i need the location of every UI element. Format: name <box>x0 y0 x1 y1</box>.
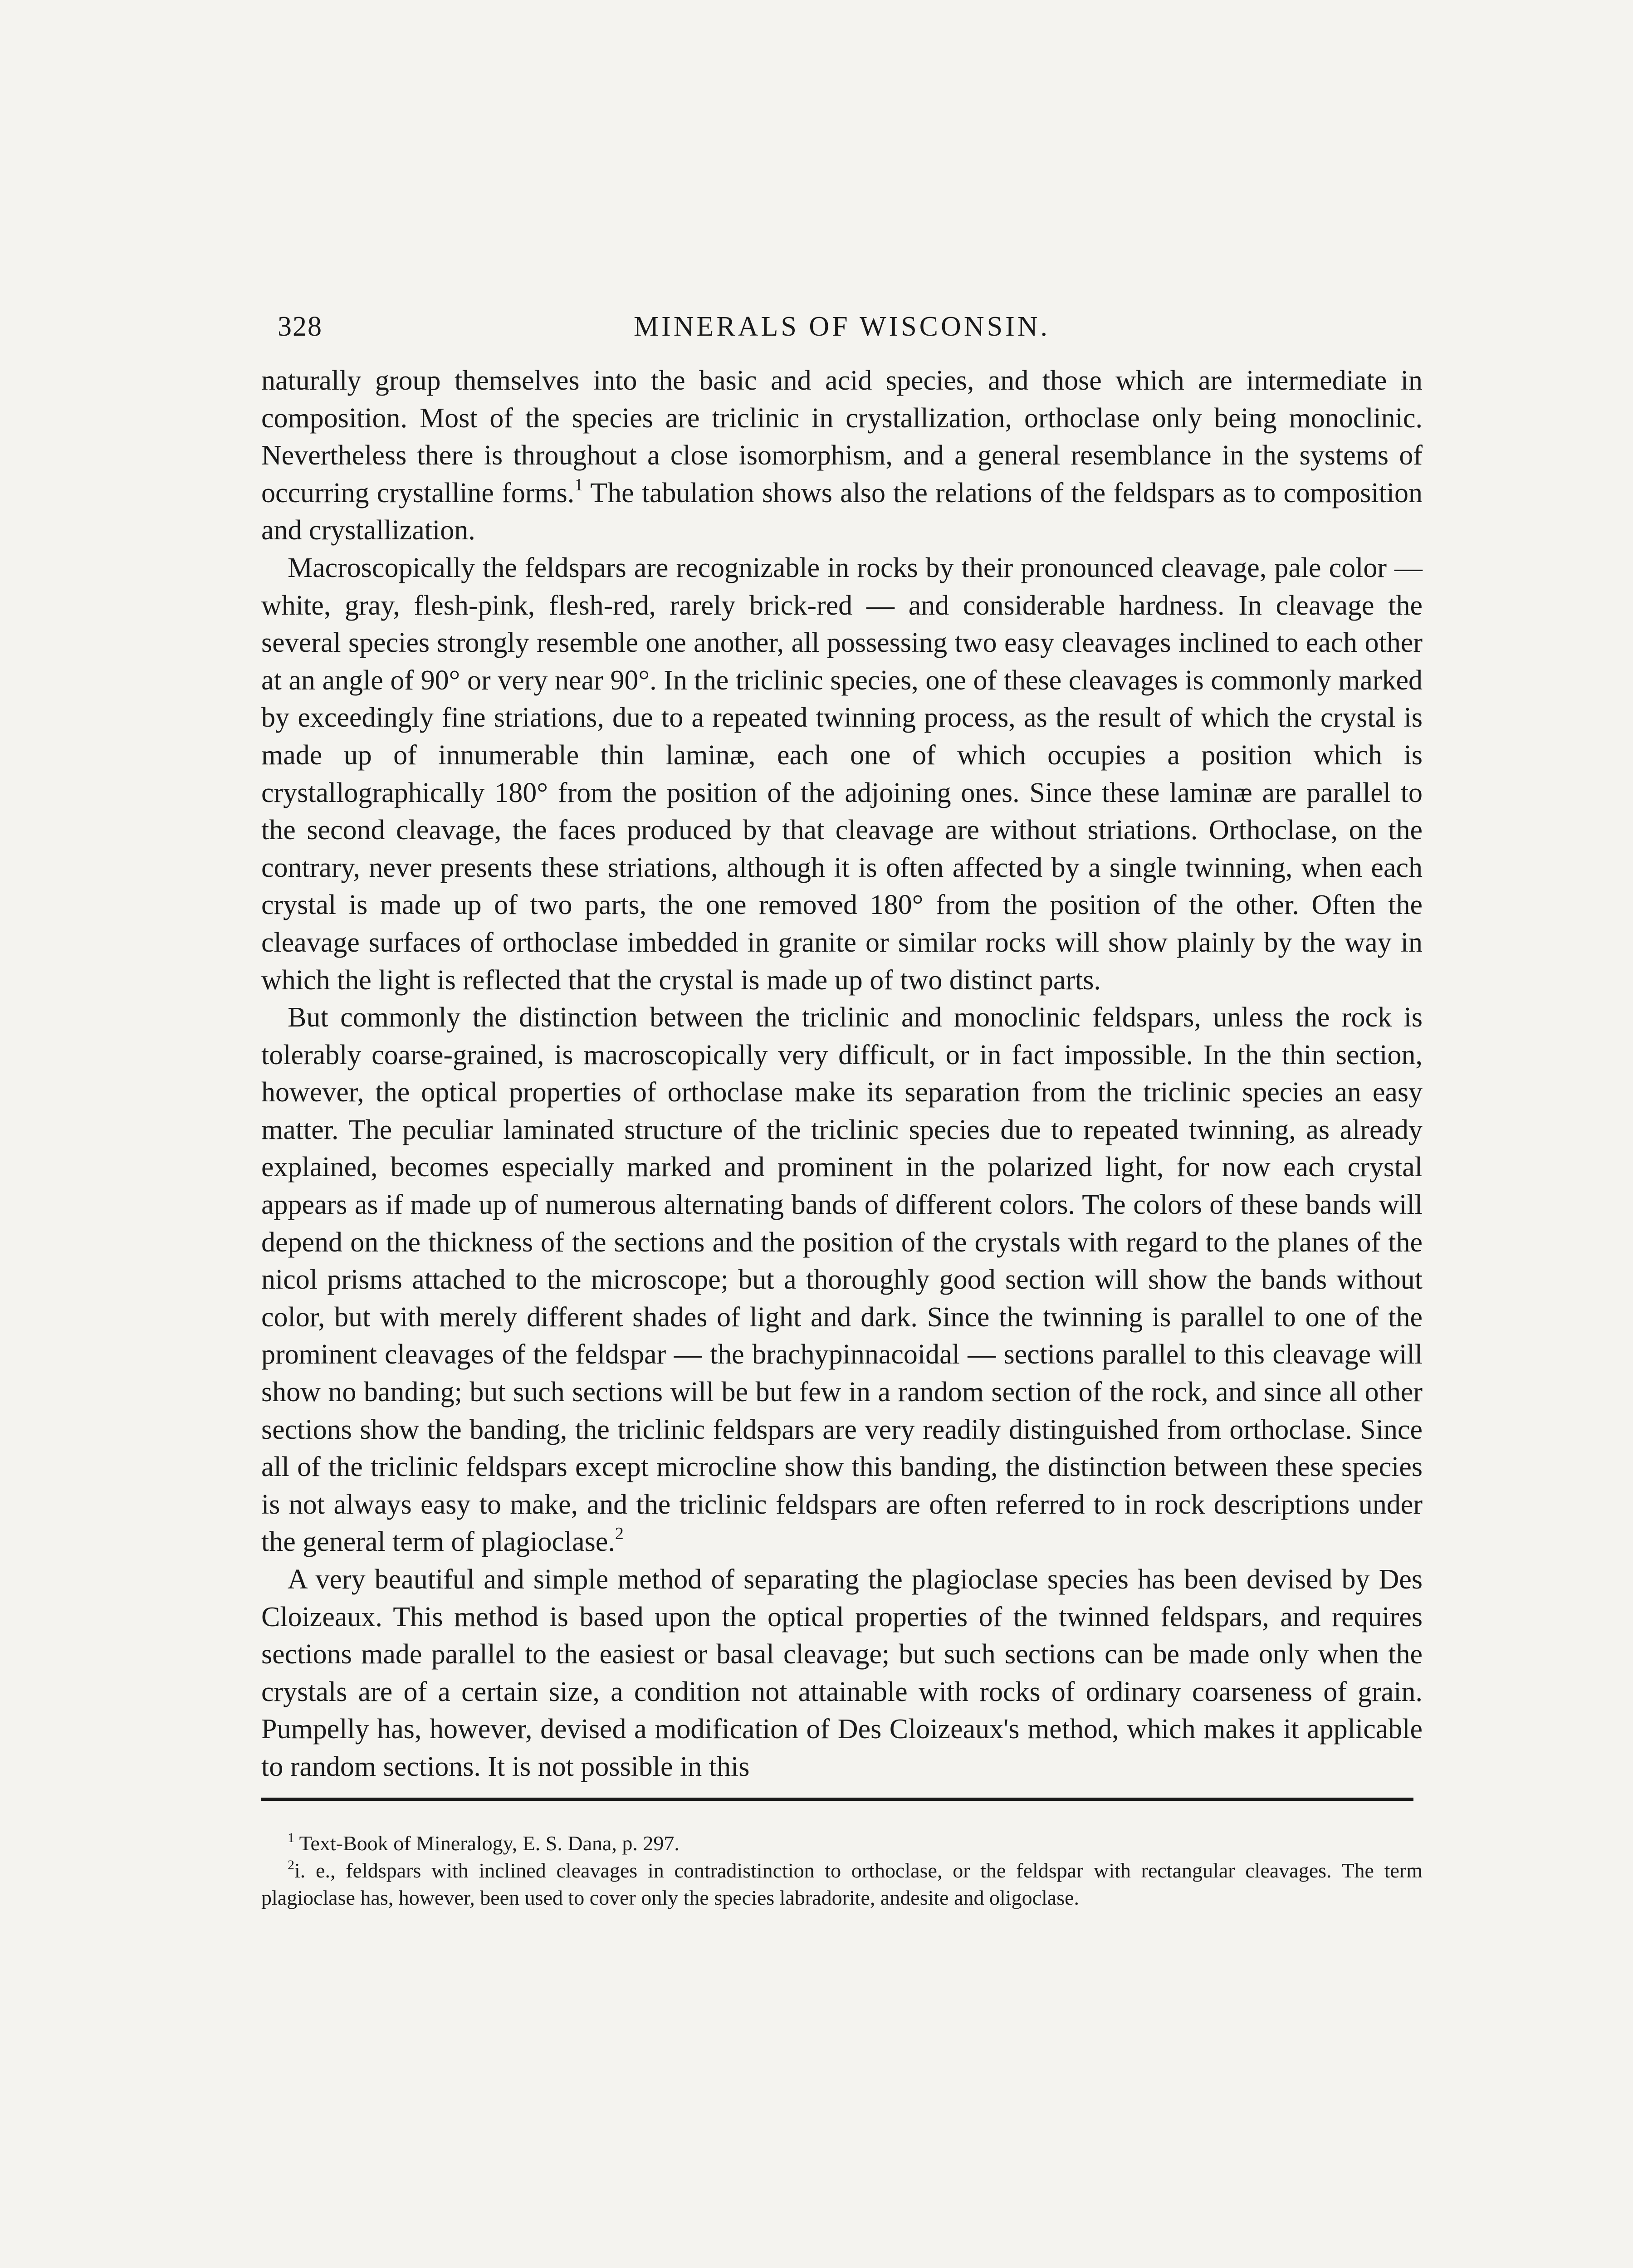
footnote-1 <box>261 1830 1423 1857</box>
running-head <box>261 299 1423 354</box>
paragraph-text: A very beautiful and simple method of separating the plagioclase species has been devised by Des Cloizeaux. This method is based upon the optical properties of the twinned feldspars, and requires sections made parallel to the easiest or basal cleavage; but such sections can be made only when the crystals are of a certain size, a condition not attainable with rocks of ordinary coarseness of grain. Pumpelly has, however, devised a modification of Des Cloizeaux's method, which makes it applicable to random sections. It is not possible in this <box>261 1564 1423 1782</box>
paragraph-text: But commonly the distinction between the triclinic and monoclinic feldspars, unless the rock is tolerably coarse-grained, is macroscopically very difficult, or in fact impossible. In the thin section, however, the optical properties of orthoclase make its separation from the triclinic species an easy matter. The peculiar laminated structure of the triclinic species due to repeated twinning, as already explained, becomes especially marked and prominent in the polarized light, for now each crystal appears as if made up of numerous alternating bands of different colors. The colors of these bands will depend on the thickness of the sections and the position of the crystals with regard to the planes of the nicol prisms attached to the microscope; but a thoroughly good section will show the bands without color, but with merely different shades of light and dark. Since the twinning is parallel to one of the prominent cleavages of the feldspar — the brachypinnacoidal — sections parallel to this cleavage will show no banding; but such sections will be but few in a random section of the rock, and since all other sections show the banding, the triclinic feldspars are very readily distinguished from orthoclase. Since all of the triclinic feldspars except microcline show this banding, the distinction between these species is not always easy to make, and the triclinic feldspars are often referred to in rock descriptions under the general term of plagioclase. <box>261 1002 1423 1558</box>
footnote-rule <box>261 1798 1413 1801</box>
running-title: MINERALS OF WISCONSIN. <box>634 311 1050 342</box>
paragraph-4 <box>261 1561 1423 1786</box>
footnote-ref-2: 2 <box>615 1524 624 1544</box>
paragraph-text: The tabulation shows also the relations of the feldspars as to composition and crystallization. <box>261 477 1423 546</box>
page-number: 328 <box>278 311 323 342</box>
footnote-mark: 1 <box>288 1830 294 1845</box>
paragraph-1 <box>261 362 1423 549</box>
paragraph-3 <box>261 999 1423 1561</box>
footnotes <box>261 1830 1423 1911</box>
book-page <box>261 299 1423 1911</box>
paragraph-2 <box>261 549 1423 999</box>
footnote-mark: 2 <box>288 1857 294 1872</box>
footnote-2 <box>261 1857 1423 1911</box>
footnote-text: i. e., feldspars with inclined cleavages in contradistinction to orthoclase, or the feldspar with rectangular cleavages. The term plagioclase has, however, been used to cover only the species labradorite, andesite and oligoclase. <box>261 1858 1423 1909</box>
body-text <box>261 362 1423 1786</box>
paragraph-text: naturally group themselves into the basic and acid species, and those which are intermediate in composition. Most of the species are triclinic in crystallization, orthoclase only being monoclinic. Nevertheless there is throughout a close isomorphism, and a general resemblance in the systems of occurring crystalline forms. <box>261 365 1423 508</box>
paragraph-text: Macroscopically the feldspars are recognizable in rocks by their pronounced cleavage, pale color — white, gray, flesh-pink, flesh-red, rarely brick-red — and considerable hardness. In cleavage the several species strongly resemble one another, all possessing two easy cleavages inclined to each other at an angle of 90° or very near 90°. In the triclinic species, one of these cleavages is commonly marked by exceedingly fine striations, due to a repeated twinning process, as the result of which the crystal is made up of innumerable thin laminæ, each one of which occupies a position which is crystallographically 180° from the position of the adjoining ones. Since these laminæ are parallel to the second cleavage, the faces produced by that cleavage are without striations. Orthoclase, on the contrary, never presents these striations, although it is often affected by a single twinning, when each crystal is made up of two parts, the one removed 180° from the position of the other. Often the cleavage surfaces of orthoclase imbedded in granite or similar rocks will show plainly by the way in which the light is reflected that the crystal is made up of two distinct parts. <box>261 552 1423 996</box>
footnote-ref-1: 1 <box>574 475 583 494</box>
footnote-text: Text-Book of Mineralogy, E. S. Dana, p. 297. <box>294 1831 680 1855</box>
